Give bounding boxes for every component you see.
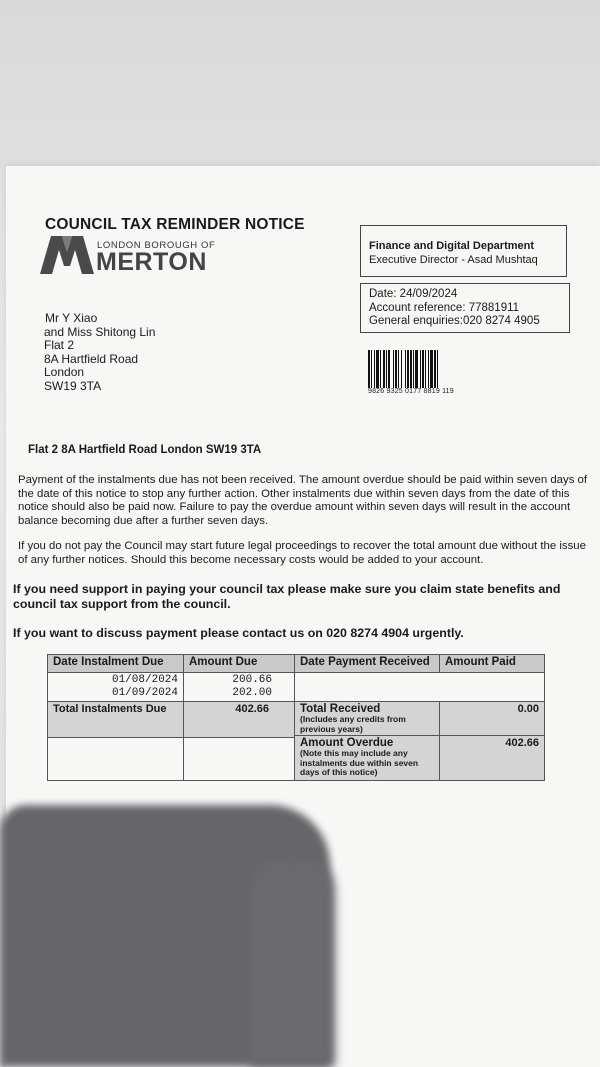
account-reference: Account reference: 77881911 <box>369 301 520 314</box>
barcode-bar <box>420 350 421 388</box>
property-heading: Flat 2 8A Hartfield Road London SW19 3TA <box>28 444 262 456</box>
account-box <box>360 283 570 333</box>
barcode-bar <box>393 350 394 388</box>
totals-row <box>48 702 545 736</box>
amount-overdue-value: 402.66 <box>440 736 545 781</box>
logo-borough-text: LONDON BOROUGH OF <box>97 240 216 251</box>
barcode-bar <box>401 350 402 388</box>
barcode-bar <box>407 350 409 388</box>
barcode-bar <box>388 350 390 388</box>
total-received-label: Total Received <box>300 703 381 715</box>
barcode-bar <box>368 350 370 388</box>
barcode-bar <box>434 350 436 388</box>
department-director: Executive Director - Asad Mushtaq <box>369 254 538 266</box>
notice-date: Date: 24/09/2024 <box>369 288 458 300</box>
notice-title: COUNCIL TAX REMINDER NOTICE <box>45 216 305 233</box>
address-line: Mr Y Xiao <box>45 311 98 325</box>
header-amount-paid: Amount Paid <box>440 655 545 673</box>
barcode-bar <box>430 350 433 388</box>
barcode-bar <box>371 350 372 388</box>
support-paragraph: If you need support in paying your council tax please make sure you claim state benefits and council tax support from the council. <box>13 582 561 611</box>
recipient-address <box>45 312 155 393</box>
contact-paragraph: If you want to discuss payment please contact us on 020 8274 4904 urgently. <box>13 626 464 640</box>
address-line: and Miss Shitong Lin <box>44 324 156 339</box>
general-enquiries: General enquiries:020 8274 4905 <box>369 315 540 327</box>
merton-m-icon <box>40 236 94 274</box>
barcode-bar <box>395 350 397 388</box>
legal-paragraph: If you do not pay the Council may start future legal proceedings to recover the total amount due without the issue of any further notices. Should this become necessary costs would be added to your account. <box>18 540 586 566</box>
barcode-bar <box>437 350 438 388</box>
instalments-table <box>47 654 545 781</box>
instalment-amount: 200.66 <box>232 674 272 686</box>
barcode-bar <box>380 350 381 388</box>
overdue-paragraph: Payment of the instalments due has not been received. The amount overdue should be paid within seven days of the date of this notice to stop any further action. Other instalments due within seven days from the date of this notice should also be paid now. Failure to pay the overdue amount within seven days will result in the account balance becoming due after a further seven days. <box>18 474 588 527</box>
address-line: Flat 2 <box>44 338 75 352</box>
total-instalments-label: Total Instalments Due <box>48 702 183 738</box>
barcode-bar <box>383 350 385 388</box>
barcode-bar <box>405 350 406 388</box>
table-row <box>48 673 545 702</box>
address-line: 8A Hartfield Road <box>44 351 139 366</box>
department-box <box>360 225 567 277</box>
address-line: London <box>44 365 85 379</box>
instalment-amount: 202.00 <box>232 687 272 699</box>
barcode-bar <box>410 350 412 388</box>
instalment-date: 01/09/2024 <box>111 687 178 699</box>
total-received-note: (Includes any credits from previous years) <box>300 714 406 734</box>
barcode-bar <box>376 350 379 388</box>
address-line: SW19 3TA <box>44 378 102 393</box>
table-header-row <box>48 655 545 673</box>
total-received-value: 0.00 <box>440 702 545 736</box>
instalment-date: 01/08/2024 <box>111 674 178 686</box>
barcode-bar <box>413 350 414 388</box>
logo-merton-text: MERTON <box>96 248 207 276</box>
amount-overdue-note: (Note this may include any instalments due within seven days of this notice) <box>300 748 419 777</box>
header-date-received: Date Payment Received <box>295 655 440 673</box>
barcode-bar <box>415 350 418 388</box>
barcode-bar <box>425 350 426 388</box>
barcode-bar <box>398 350 399 388</box>
barcode-bar <box>374 350 375 388</box>
total-instalments-value: 402.66 <box>184 702 294 738</box>
barcode-bar <box>428 350 429 388</box>
barcode <box>368 350 466 388</box>
header-amount-due: Amount Due <box>184 655 295 673</box>
barcode-bar <box>386 350 387 388</box>
header-date-due: Date Instalment Due <box>48 655 184 673</box>
barcode-number: 9826 9325 0177 8819 119 <box>368 388 454 395</box>
amount-overdue-label: Amount Overdue <box>300 737 394 749</box>
barcode-bar <box>422 350 424 388</box>
hand-shadow <box>250 860 335 1067</box>
department-name: Finance and Digital Department <box>369 240 535 252</box>
